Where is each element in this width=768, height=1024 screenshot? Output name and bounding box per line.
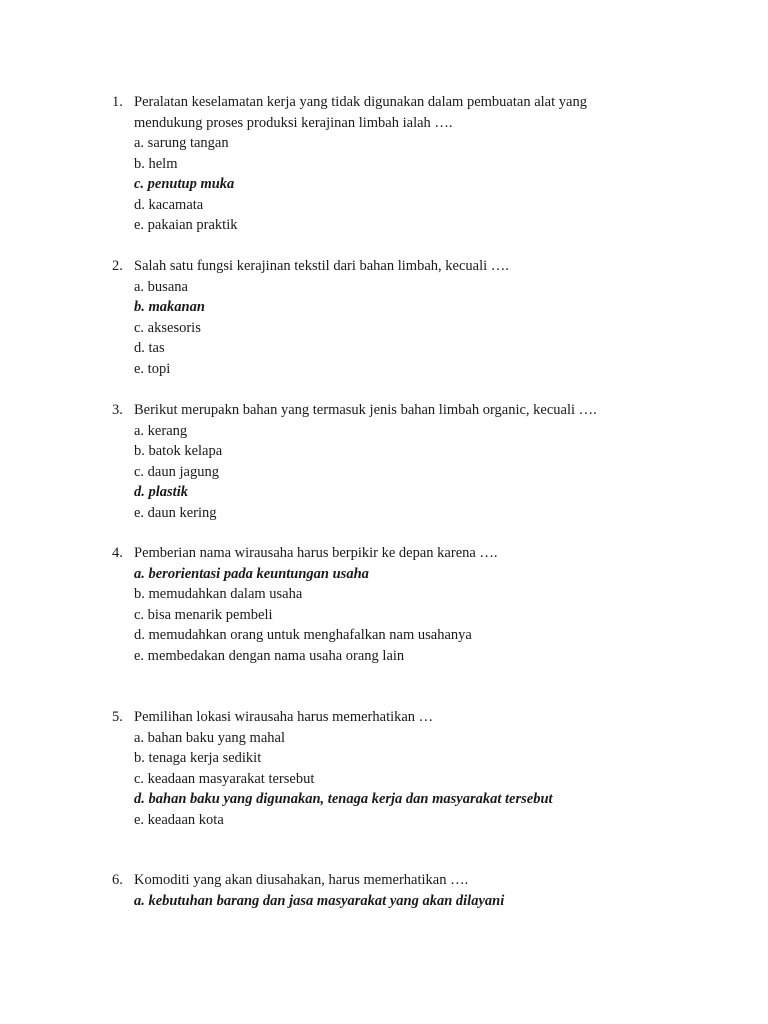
answer-option-correct: c. penutup muka (134, 176, 235, 192)
question-stem (134, 256, 652, 277)
answer-option: d. kacamata (134, 196, 204, 213)
question-2 (112, 256, 652, 379)
answer-option: e. pakaian praktik (134, 217, 238, 233)
question-number: 1. (112, 94, 123, 110)
question-stem-line: Pemilihan lokasi wirausaha harus memerhatikan … (134, 709, 434, 725)
answer-option-correct: d. plastik (134, 484, 188, 500)
question-number: 3. (112, 402, 123, 418)
answer-option: d. memudahkan orang untuk menghafalkan nam usahanya (134, 627, 472, 643)
answer-option: e. topi (134, 360, 171, 377)
question-stem-line: Peralatan keselamatan kerja yang tidak digunakan dalam pembuatan alat yang (134, 94, 587, 110)
question-number: 4. (112, 545, 123, 561)
answer-option: c. bisa menarik pembeli (134, 606, 273, 623)
question-3 (112, 400, 652, 523)
question-number: 2. (112, 258, 123, 274)
answer-option: b. memudahkan dalam usaha (134, 586, 303, 602)
answer-option: c. keadaan masyarakat tersebut (134, 770, 315, 787)
question-stem-line: mendukung proses produksi kerajinan limbah ialah …. (134, 114, 453, 131)
answer-options (112, 421, 652, 524)
question-4 (112, 543, 652, 666)
question-stem-row (112, 707, 652, 728)
question-stem (134, 707, 652, 728)
question-stem (134, 400, 652, 421)
answer-option: d. tas (134, 340, 165, 356)
answer-option: c. aksesoris (134, 319, 201, 336)
answer-option: b. batok kelapa (134, 443, 223, 459)
question-stem-line: Salah satu fungsi kerajinan tekstil dari bahan limbah, kecuali …. (134, 258, 509, 274)
answer-option: b. tenaga kerja sedikit (134, 750, 262, 766)
question-number: 6. (112, 872, 123, 888)
question-stem-line: Berikut merupakn bahan yang termasuk jenis bahan limbah organic, kecuali …. (134, 402, 597, 418)
answer-option: a. busana (134, 278, 188, 295)
question-stem (134, 92, 652, 133)
question-stem-row (112, 92, 652, 133)
answer-option: e. keadaan kota (134, 811, 224, 828)
answer-option-correct: a. berorientasi pada keuntungan usaha (134, 565, 369, 582)
question-stem-row (112, 870, 652, 891)
question-6 (112, 870, 652, 911)
answer-options (112, 891, 652, 912)
answer-option: e. daun kering (134, 504, 217, 521)
question-number: 5. (112, 709, 123, 725)
answer-option: b. helm (134, 155, 178, 172)
question-1 (112, 92, 652, 236)
answer-option: e. membedakan dengan nama usaha orang lain (134, 647, 405, 664)
answer-option-correct: d. bahan baku yang digunakan, tenaga kerja dan masyarakat tersebut (134, 791, 553, 807)
answer-option: a. kerang (134, 422, 188, 439)
answer-option: a. bahan baku yang mahal (134, 729, 285, 746)
answer-options (112, 277, 652, 380)
question-stem-line: Pemberian nama wirausaha harus berpikir ke depan karena …. (134, 545, 498, 561)
answer-options (112, 564, 652, 667)
answer-option: c. daun jagung (134, 463, 219, 480)
question-stem-row (112, 543, 652, 564)
answer-options (112, 728, 652, 831)
answer-option: a. sarung tangan (134, 135, 229, 151)
question-5 (112, 707, 652, 830)
answer-option-correct: b. makanan (134, 299, 205, 315)
answer-option-correct: a. kebutuhan barang dan jasa masyarakat yang akan dilayani (134, 892, 505, 909)
question-stem-row (112, 400, 652, 421)
question-stem-row (112, 256, 652, 277)
question-stem (134, 870, 652, 891)
answer-options (112, 133, 652, 236)
question-stem-line: Komoditi yang akan diusahakan, harus memerhatikan …. (134, 872, 469, 888)
question-stem (134, 543, 652, 564)
